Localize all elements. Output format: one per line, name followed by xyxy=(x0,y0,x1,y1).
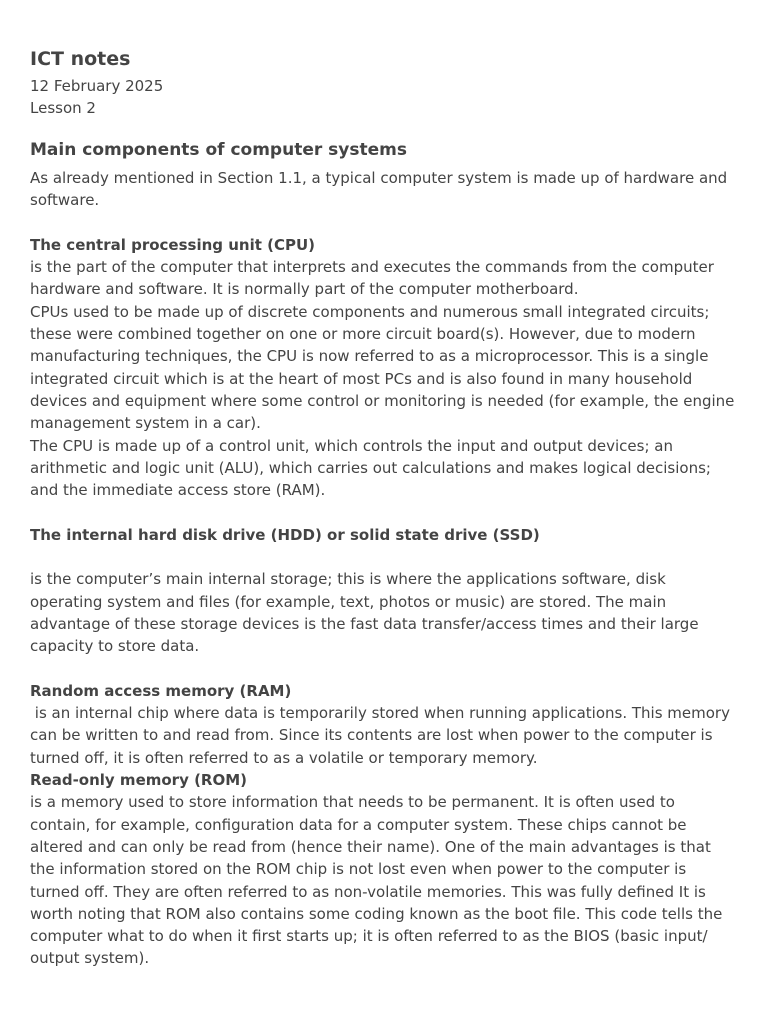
section-heading: Main components of computer systems xyxy=(30,140,407,160)
note-date: 12 February 2025 xyxy=(30,77,164,95)
cpu-paragraph-2: CPUs used to be made up of discrete components and numerous small integrated circuits; these were combined together on one or more circuit board(s). However, due to modern manufacturing techniques, the CPU is now referred to as a microprocessor. This is a single integrated circuit which is at the heart of most PCs and is also found in many household devices and equipment where some control or monitoring is needed (for example, the engine management system in a car). xyxy=(30,302,735,433)
storage-paragraph: is the computer’s main internal storage; this is where the applications software, disk operating system and files (for example, text, photos or music) are stored. The main advantage of these storage devices is the fast data transfer/access times and their large capacity to store data. xyxy=(30,570,699,656)
rom-paragraph: is a memory used to store information that needs to be permanent. It is often used to contain, for example, configuration data for a computer system. These chips cannot be altered and can only be read from (hence their name). One of the main advantages is that the information stored on the ROM chip is not lost even when power to the computer is turned off. They are often referred to as non-volatile memories. This was fully defined It is worth noting that ROM also contains some coding known as the boot file. This code tells the computer what to do when it first starts up; it is often referred to as the BIOS (basic input/ output system). xyxy=(30,793,723,968)
cpu-paragraph-1: is the part of the computer that interprets and executes the commands from the computer hardware and software. It is normally part of the computer motherboard. xyxy=(30,258,714,299)
ram-heading: Random access memory (RAM) xyxy=(30,681,292,700)
blank-line xyxy=(30,212,738,234)
cpu-heading: The central processing unit (CPU) xyxy=(30,235,316,254)
rom-heading: Read-only memory (ROM) xyxy=(30,771,248,790)
intro-paragraph: As already mentioned in Section 1.1, a typical computer system is made up of hardware and software. xyxy=(30,169,728,210)
note-lesson: Lesson 2 xyxy=(30,99,96,117)
cpu-paragraph-3: The CPU is made up of a control unit, which controls the input and output devices; an arithmetic and logic unit (ALU), which carries out calculations and makes logical decisions; and the immediate access store (RAM). xyxy=(30,436,711,500)
ram-paragraph: is an internal chip where data is temporarily stored when running applications. This memory can be written to and read from. Since its contents are lost when power to the computer is turned off, it is often referred to as a volatile or temporary memory. xyxy=(30,704,735,767)
blank-line xyxy=(30,546,738,568)
blank-line xyxy=(30,501,738,523)
storage-heading: The internal hard disk drive (HDD) or solid state drive (SSD) xyxy=(30,525,540,544)
blank-line xyxy=(30,658,738,680)
note-title[interactable]: ICT notes xyxy=(30,48,131,70)
